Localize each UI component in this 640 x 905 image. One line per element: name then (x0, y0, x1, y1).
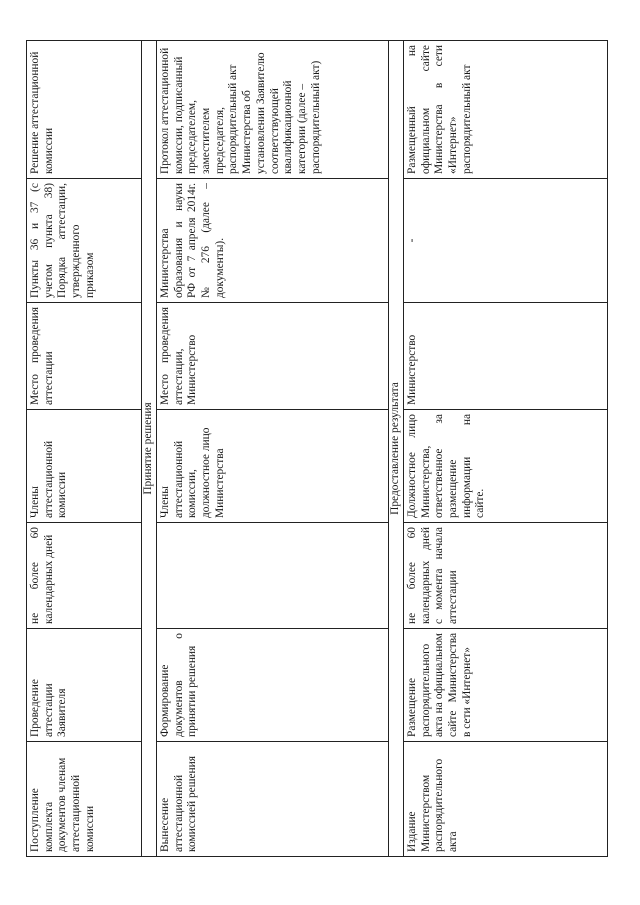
stage-cell (404, 742, 608, 857)
cell-text: Должностное лицо Министерства, ответственное за размещение информации на сайте. (406, 414, 487, 518)
place-cell (27, 303, 142, 410)
cell-text: Вынесение аттестационной комиссией решения (159, 756, 199, 852)
cell-text: Пункты 36 и 37 (с учетом пункта 38) Порядка аттестации, утвержденного приказом (29, 183, 96, 298)
cell-text: Решение аттестационной комиссии (29, 51, 55, 174)
place-cell (404, 303, 608, 410)
cell-text: Издание Министерством распорядительного акта (406, 758, 460, 852)
responsible-cell (27, 410, 142, 523)
action-cell (404, 629, 608, 742)
cell-text: Проведение аттестации Заявителя (29, 679, 69, 737)
cell-text: не более 60 календарных дней с момента начала аттестации (406, 527, 460, 624)
table-row (27, 41, 142, 857)
cell-text: Место проведения аттестации, Министерство (159, 307, 199, 405)
table-row (404, 41, 608, 857)
basis-cell (404, 179, 608, 303)
basis-cell (157, 179, 389, 303)
section-row (389, 41, 404, 857)
table-row (157, 41, 389, 857)
stage-cell (27, 742, 142, 857)
cell-text: - (406, 238, 418, 243)
cell-text: Министерство (406, 334, 418, 405)
stage-cell (157, 742, 389, 857)
section-decision: Принятие решения (142, 41, 157, 857)
cell-text: Протокол аттестационной комиссии, подписанный председателем, заместителем председателя, распорядительный акт Министерства об установлении Заявителю соответствующей квалификационной категории (далее – распорядительный акт) (159, 47, 322, 174)
cell-text: Поступление комплекта документов членам аттестационной комиссии (29, 757, 96, 852)
result-cell (27, 41, 142, 179)
term-cell (404, 523, 608, 629)
cell-text: Формирование документов о принятии решения (159, 633, 199, 737)
cell-text: Министерства образования и науки РФ от 7 апреля 2014г. № 276 (далее – документы). (159, 183, 226, 298)
cell-text: не более 60 календарных дней (29, 527, 55, 624)
term-cell (157, 523, 389, 629)
action-cell (27, 629, 142, 742)
cell-text: Члены аттестационной комиссии (29, 440, 69, 518)
cell-text: Члены аттестационной комиссии, должностное лицо Министерства (159, 427, 226, 518)
result-cell (404, 41, 608, 179)
cell-text: Место проведения аттестации (29, 307, 55, 405)
section-row (142, 41, 157, 857)
result-cell (157, 41, 389, 179)
procedure-table (26, 40, 608, 857)
basis-cell (27, 179, 142, 303)
cell-text: Размещение распорядительного акта на официальном сайте Министерства в сети «Интернет» (406, 633, 473, 737)
place-cell (157, 303, 389, 410)
action-cell (157, 629, 389, 742)
section-result: Предоставление результата (389, 41, 404, 857)
cell-text: Размещенный на официальном сайте Министерства в сети «Интернет» распорядительный акт (406, 45, 473, 174)
term-cell (27, 523, 142, 629)
responsible-cell (157, 410, 389, 523)
responsible-cell (404, 410, 608, 523)
